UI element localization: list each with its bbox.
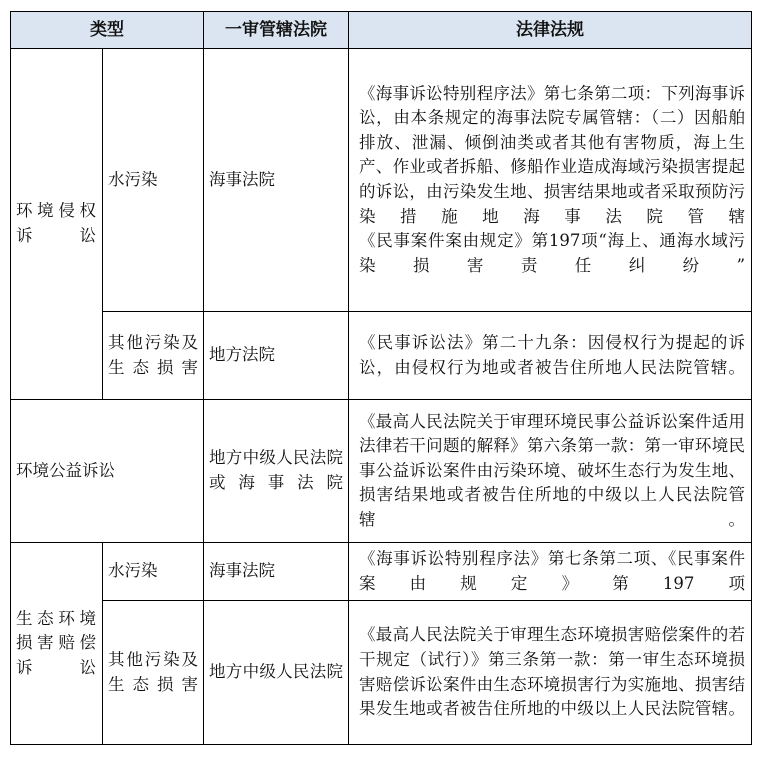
subtype-water: 水污染 — [103, 49, 204, 312]
category-label: 环境侵权诉讼 — [16, 201, 96, 245]
court-cell — [204, 400, 349, 543]
jurisdiction-table — [10, 11, 752, 745]
court-cell — [204, 601, 349, 745]
subtype-other — [103, 601, 204, 745]
court-label: 地方中级人民法院 — [209, 662, 343, 682]
subtype-other — [103, 312, 204, 400]
law-cell — [349, 49, 752, 312]
category-env-tort — [11, 49, 103, 400]
law-text: 《最高人民法院关于审理环境民事公益诉讼案件适用法律若干问题的解释》第六条第一款：第一审环境民事公益诉讼案件由污染环境、破坏生态行为发生地、损害结果地或者被告住所地的中级以上人民法院管辖。 — [359, 411, 745, 529]
table-header-row — [11, 12, 752, 49]
law-text: 《民事诉讼法》第二十九条：因侵权行为提起的诉讼，由侵权行为地或者被告住所地人民法院管辖。 — [359, 332, 745, 377]
law-text: 《海事诉讼特别程序法》第七条第二项：下列海事诉讼，由本条规定的海事法院专属管辖：（二）因船舶排放、泄漏、倾倒油类或者其他有害物质，海上生产、作业或者拆船、修船作业造成海域污染损害提起的诉讼，由污染发生地、损害结果地或者采取预防污染措施地海事法院管辖 — [359, 83, 745, 226]
court-cell: 海事法院 — [204, 543, 349, 601]
subtype-label: 其他污染及生态损害 — [108, 332, 198, 377]
header-type: 类型 — [11, 12, 204, 49]
table-row — [11, 543, 752, 601]
law-cell — [349, 312, 752, 400]
law-text: 《最高人民法院关于审理生态环境损害赔偿案件的若干规定（试行）》第三条第一款：第一审生态环境损害赔偿诉讼案件由生态环境损害行为实施地、损害结果发生地或者被告住所地的中级以上人民法院管辖。 — [359, 625, 745, 719]
law-text: 《民事案件案由规定》第197项“海上、通海水域污染损害责任纠纷” — [359, 231, 745, 275]
category-label: 生态环境损害赔偿诉讼 — [16, 608, 96, 677]
law-cell — [349, 400, 752, 543]
table-row — [11, 49, 752, 312]
court-label: 地方中级人民法院或海事法院 — [209, 448, 343, 492]
subtype-water: 水污染 — [103, 543, 204, 601]
header-court: 一审管辖法院 — [204, 12, 349, 49]
category-public-interest: 环境公益诉讼 — [11, 400, 204, 543]
law-cell — [349, 543, 752, 601]
category-eco-damage — [11, 543, 103, 745]
court-cell: 海事法院 — [204, 49, 349, 312]
court-cell: 地方法院 — [204, 312, 349, 400]
law-cell — [349, 601, 752, 745]
subtype-label: 其他污染及生态损害 — [108, 649, 198, 694]
table-row — [11, 312, 752, 400]
law-text: 《海事诉讼特别程序法》第七条第二项、《民事案件案由规定》第197项 — [359, 548, 745, 593]
table-row — [11, 601, 752, 745]
table-row — [11, 400, 752, 543]
header-law: 法律法规 — [349, 12, 752, 49]
